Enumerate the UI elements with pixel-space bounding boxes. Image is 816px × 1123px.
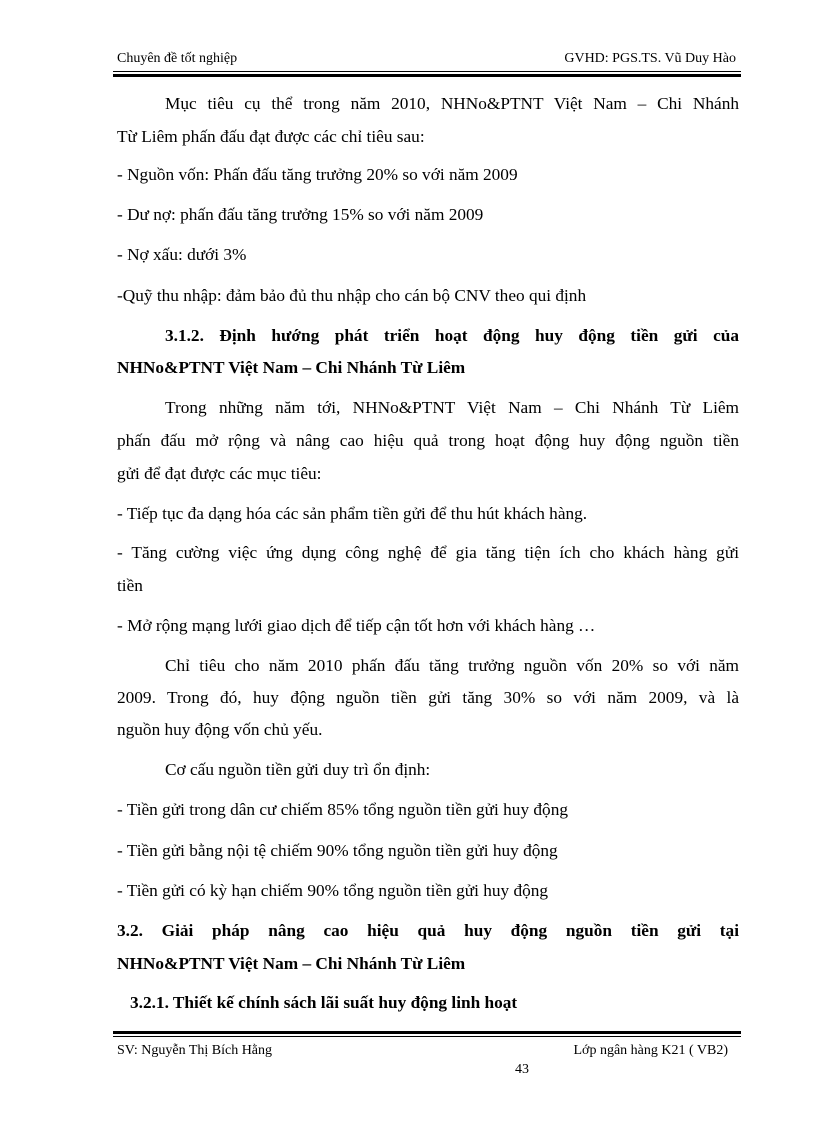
- bullet-mo-rong: - Mở rộng mạng lưới giao dịch để tiếp cận tốt hơn với khách hàng …: [117, 616, 596, 635]
- footer-right: Lớp ngân hàng K21 ( VB2): [573, 1043, 728, 1058]
- bullet-no-xau: - Nợ xấu: dưới 3%: [117, 245, 247, 264]
- heading-3-2-1: 3.2.1. Thiết kế chính sách lãi suất huy động linh hoạt: [130, 993, 518, 1012]
- paragraph-3-line-2: 2009. Trong đó, huy động nguồn tiền gửi tăng 30% so với năm 2009, và là: [117, 688, 739, 707]
- bullet-dan-cu: - Tiền gửi trong dân cư chiếm 85% tổng nguồn tiền gửi huy động: [117, 800, 568, 819]
- bullet-quy-thu-nhap: -Quỹ thu nhập: đảm bảo đủ thu nhập cho cán bộ CNV theo qui định: [117, 286, 587, 305]
- bullet-noi-te: - Tiền gửi bằng nội tệ chiếm 90% tổng nguồn tiền gửi huy động: [117, 841, 558, 860]
- footer-left: SV: Nguyễn Thị Bích Hằng: [117, 1043, 273, 1058]
- heading-3-1-2-line-1: 3.1.2. Định hướng phát triển hoạt động huy động tiền gửi của: [165, 326, 739, 345]
- bullet-nguon-von: - Nguồn vốn: Phấn đấu tăng trưởng 20% so với năm 2009: [117, 165, 518, 184]
- header-rule-thin: [113, 71, 741, 72]
- heading-3-1-2-line-2: NHNo&PTNT Việt Nam – Chi Nhánh Từ Liêm: [117, 358, 466, 377]
- paragraph-2-line-3: gửi để đạt được các mục tiêu:: [117, 464, 322, 483]
- paragraph-1-line-1: Mục tiêu cụ thể trong năm 2010, NHNo&PTNT Việt Nam – Chi Nhánh: [165, 94, 739, 113]
- page-number: 43: [515, 1062, 529, 1077]
- bullet-da-dang-hoa: - Tiếp tục đa dạng hóa các sản phẩm tiền gửi để thu hút khách hàng.: [117, 504, 588, 523]
- header-right: GVHD: PGS.TS. Vũ Duy Hào: [564, 51, 736, 66]
- heading-3-2-line-1: 3.2. Giải pháp nâng cao hiệu quả huy động nguồn tiền gửi tại: [117, 921, 739, 940]
- paragraph-1-line-2: Từ Liêm phấn đấu đạt được các chỉ tiêu sau:: [117, 127, 425, 146]
- paragraph-4: Cơ cấu nguồn tiền gửi duy trì ổn định:: [165, 760, 431, 779]
- bullet-tang-cuong-line-1: - Tăng cường việc ứng dụng công nghệ để gia tăng tiện ích cho khách hàng gửi: [117, 543, 739, 562]
- bullet-ky-han: - Tiền gửi có kỳ hạn chiếm 90% tổng nguồn tiền gửi huy động: [117, 881, 549, 900]
- paragraph-2-line-1: Trong những năm tới, NHNo&PTNT Việt Nam – Chi Nhánh Từ Liêm: [165, 398, 739, 417]
- bullet-du-no: - Dư nợ: phấn đấu tăng trưởng 15% so với năm 2009: [117, 205, 484, 224]
- heading-3-2-line-2: NHNo&PTNT Việt Nam – Chi Nhánh Từ Liêm: [117, 954, 466, 973]
- footer-rule-thin: [113, 1036, 741, 1037]
- bullet-tang-cuong-line-2: tiền: [117, 576, 143, 595]
- header-rule-thick: [113, 74, 741, 77]
- paragraph-2-line-2: phấn đấu mở rộng và nâng cao hiệu quả trong hoạt động huy động nguồn tiền: [117, 431, 739, 450]
- paragraph-3-line-3: nguồn huy động vốn chủ yếu.: [117, 720, 323, 739]
- footer-rule-thick: [113, 1031, 741, 1034]
- paragraph-3-line-1: Chỉ tiêu cho năm 2010 phấn đấu tăng trưởng nguồn vốn 20% so với năm: [165, 656, 739, 675]
- header-left: Chuyên đề tốt nghiệp: [117, 51, 238, 66]
